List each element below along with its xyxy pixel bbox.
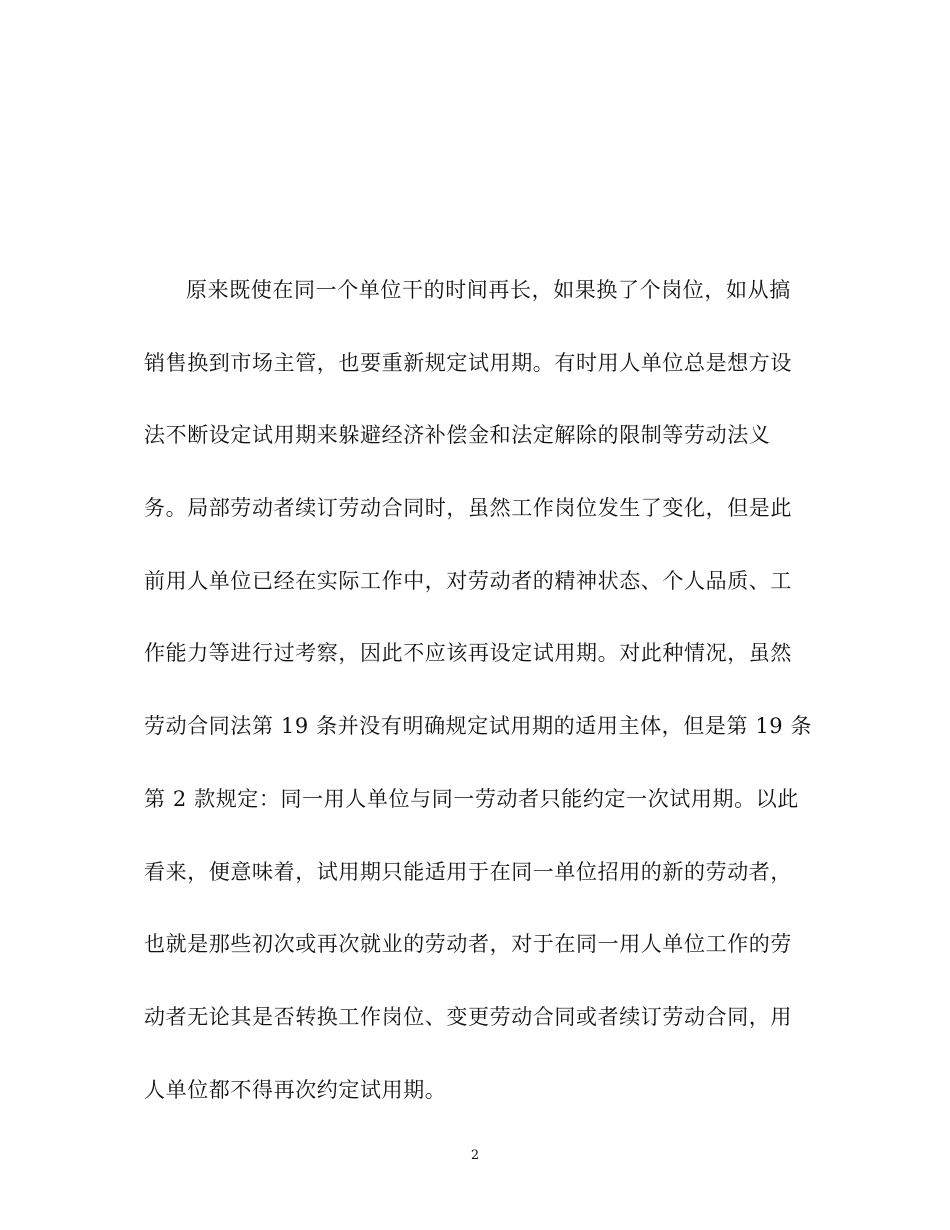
paragraph-line: 作能力等进行过考察，因此不应该再设定试用期。对此种情况，虽然 xyxy=(144,641,792,666)
paragraph-line: 第 2 款规定：同一用人单位与同一劳动者只能约定一次试用期。以此 xyxy=(144,786,799,811)
paragraph-line: 法不断设定试用期来躲避经济补偿金和法定解除的限制等劳动法义 xyxy=(144,423,771,448)
paragraph-line: 人单位都不得再次约定试用期。 xyxy=(144,1077,447,1102)
paragraph-line: 也就是那些初次或再次就业的劳动者，对于在同一用人单位工作的劳 xyxy=(144,932,792,957)
paragraph-line: 务。局部劳动者续订劳动合同时，虽然工作岗位发生了变化，但是此 xyxy=(144,496,792,521)
body-paragraph xyxy=(144,272,813,1144)
paragraph-line: 原来既使在同一个单位干的时间再长，如果换了个岗位，如从搞 xyxy=(186,278,791,302)
paragraph-line: 劳动合同法第 19 条并没有明确规定试用期的适用主体，但是第 19 条 xyxy=(144,714,813,739)
paragraph-line: 动者无论其是否转换工作岗位、变更劳动合同或者续订劳动合同，用 xyxy=(144,1004,792,1029)
paragraph-line: 销售换到市场主管，也要重新规定试用期。有时用人单位总是想方设 xyxy=(144,350,792,375)
page-number: 2 xyxy=(470,1148,480,1163)
paragraph-line: 看来，便意味着，试用期只能适用于在同一单位招用的新的劳动者， xyxy=(144,859,792,884)
paragraph-line: 前用人单位已经在实际工作中，对劳动者的精神状态、个人品质、工 xyxy=(144,568,792,593)
